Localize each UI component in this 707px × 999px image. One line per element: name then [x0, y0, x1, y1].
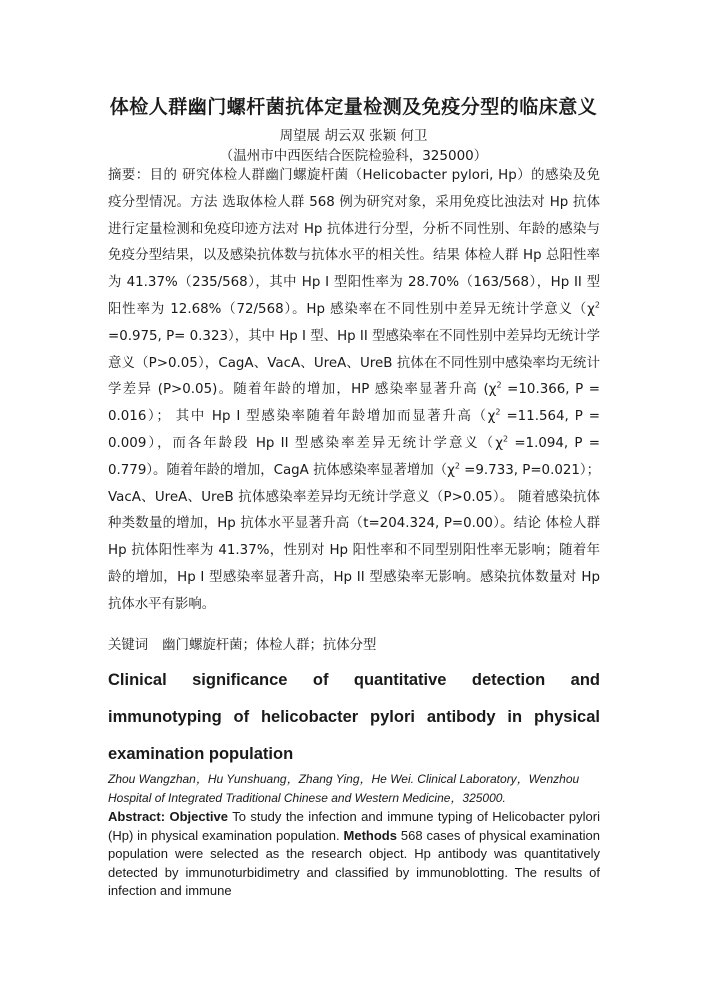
abstract-en-part: To study the infection and immune typing of Helicobacter pylori (Hp) in physical examination population. — [108, 809, 600, 843]
superscript: 2 — [454, 461, 460, 471]
abstract-cn-part: =0.975, P= 0.323），其中 Hp I 型、Hp II 型感染率在不同性别中差异均无统计学意义（P>0.05），CagA、VacA、UreA、UreB 抗体在不同性别中感染率均无统计学差异 (P>0.05)。随着年龄的增加，HP 感染率显著升高 (χ — [108, 328, 600, 398]
keywords — [108, 635, 600, 657]
superscript: 2 — [502, 434, 509, 444]
abstract-cn-part: =1.094, P = 0.779）。随着年龄的增加，CagA 抗体感染率显著增加（χ — [108, 435, 600, 478]
methods-label: Methods — [343, 827, 397, 843]
abstract-cn-part: =10.366, P = 0.016）； 其中 Hp I 型感染率随着年龄增加而显著升高（χ — [108, 382, 600, 425]
abstract-en-part: 568 cases of physical examination population were selected as the research object. Hp antibody was quantitatively detected by immunoturbidimetry and classified by immunoblotting. The results of infection and immune — [108, 827, 600, 899]
abstract-chinese — [108, 163, 600, 619]
abstract-cn-part: =11.564, P = 0.009），而各年龄段 Hp II 型感染率差异无统计学意义（χ — [108, 409, 600, 451]
keywords-text: 幽门螺旋杆菌；体检人群；抗体分型 — [162, 638, 377, 653]
english-title: Clinical significance of quantitative detection and immunotyping of helicobacter pylori antibody in physical examination population — [108, 671, 600, 763]
paper-title: 体检人群幽门螺杆菌抗体定量检测及免疫分型的临床意义 — [109, 96, 598, 118]
affiliation: （温州市中西医结合医院检验科，325000） — [219, 148, 488, 164]
superscript: 2 — [594, 300, 600, 310]
abstract-cn-part: 摘要：目的 研究体检人群幽门螺旋杆菌（Helicobacter pylori, Hp）的感染及免疫分型情况。方法 选取体检人群 568 例为研究对象，采用免疫比浊法对 Hp 抗体进行定量检测和免疫印迹方法对 Hp 抗体进行分型，分析不同性别、年龄的感染与免疫分型结果，以及感染抗体数与抗体水平的相关性。结果 体检人群 Hp 总阳性率为 41.37%（235/568），其中 Hp I 型阳性率为 28.70%（163/568），Hp II 型阳性率为 12.68%（72/568）。Hp 感染率在不同性别中差异无统计学意义（χ — [108, 168, 600, 317]
author-list: 周望展 胡云双 张颖 何卫 — [279, 128, 428, 144]
keywords-label: 关键词 — [108, 638, 149, 653]
superscript: 2 — [496, 380, 502, 390]
english-authors: Zhou Wangzhan，Hu Yunshuang，Zhang Ying，He Wei. Clinical Laboratory，Wenzhou Hospital of Integrated Traditional Chinese and Western Medicine，325000. — [108, 772, 580, 805]
abstract-cn-part: =9.733, P=0.021）；VacA、UreA、UreB 抗体感染率差异均无统计学意义（P>0.05）。 随着感染抗体种类数量的增加，Hp 抗体水平显著升高（t=204.324, P=0.00）。结论 体检人群 Hp 抗体阳性率为 41.37%，性别对 Hp 阳性率和不同型别阳性率无影响；随着年龄的增加，Hp I 型感染率显著升高，Hp II 型感染率无影响。感染抗体数量对 Hp 抗体水平有影响。 — [108, 462, 600, 612]
superscript: 2 — [495, 407, 501, 417]
abstract-label: Abstract: Objective — [108, 809, 229, 824]
english-abstract — [108, 808, 600, 901]
